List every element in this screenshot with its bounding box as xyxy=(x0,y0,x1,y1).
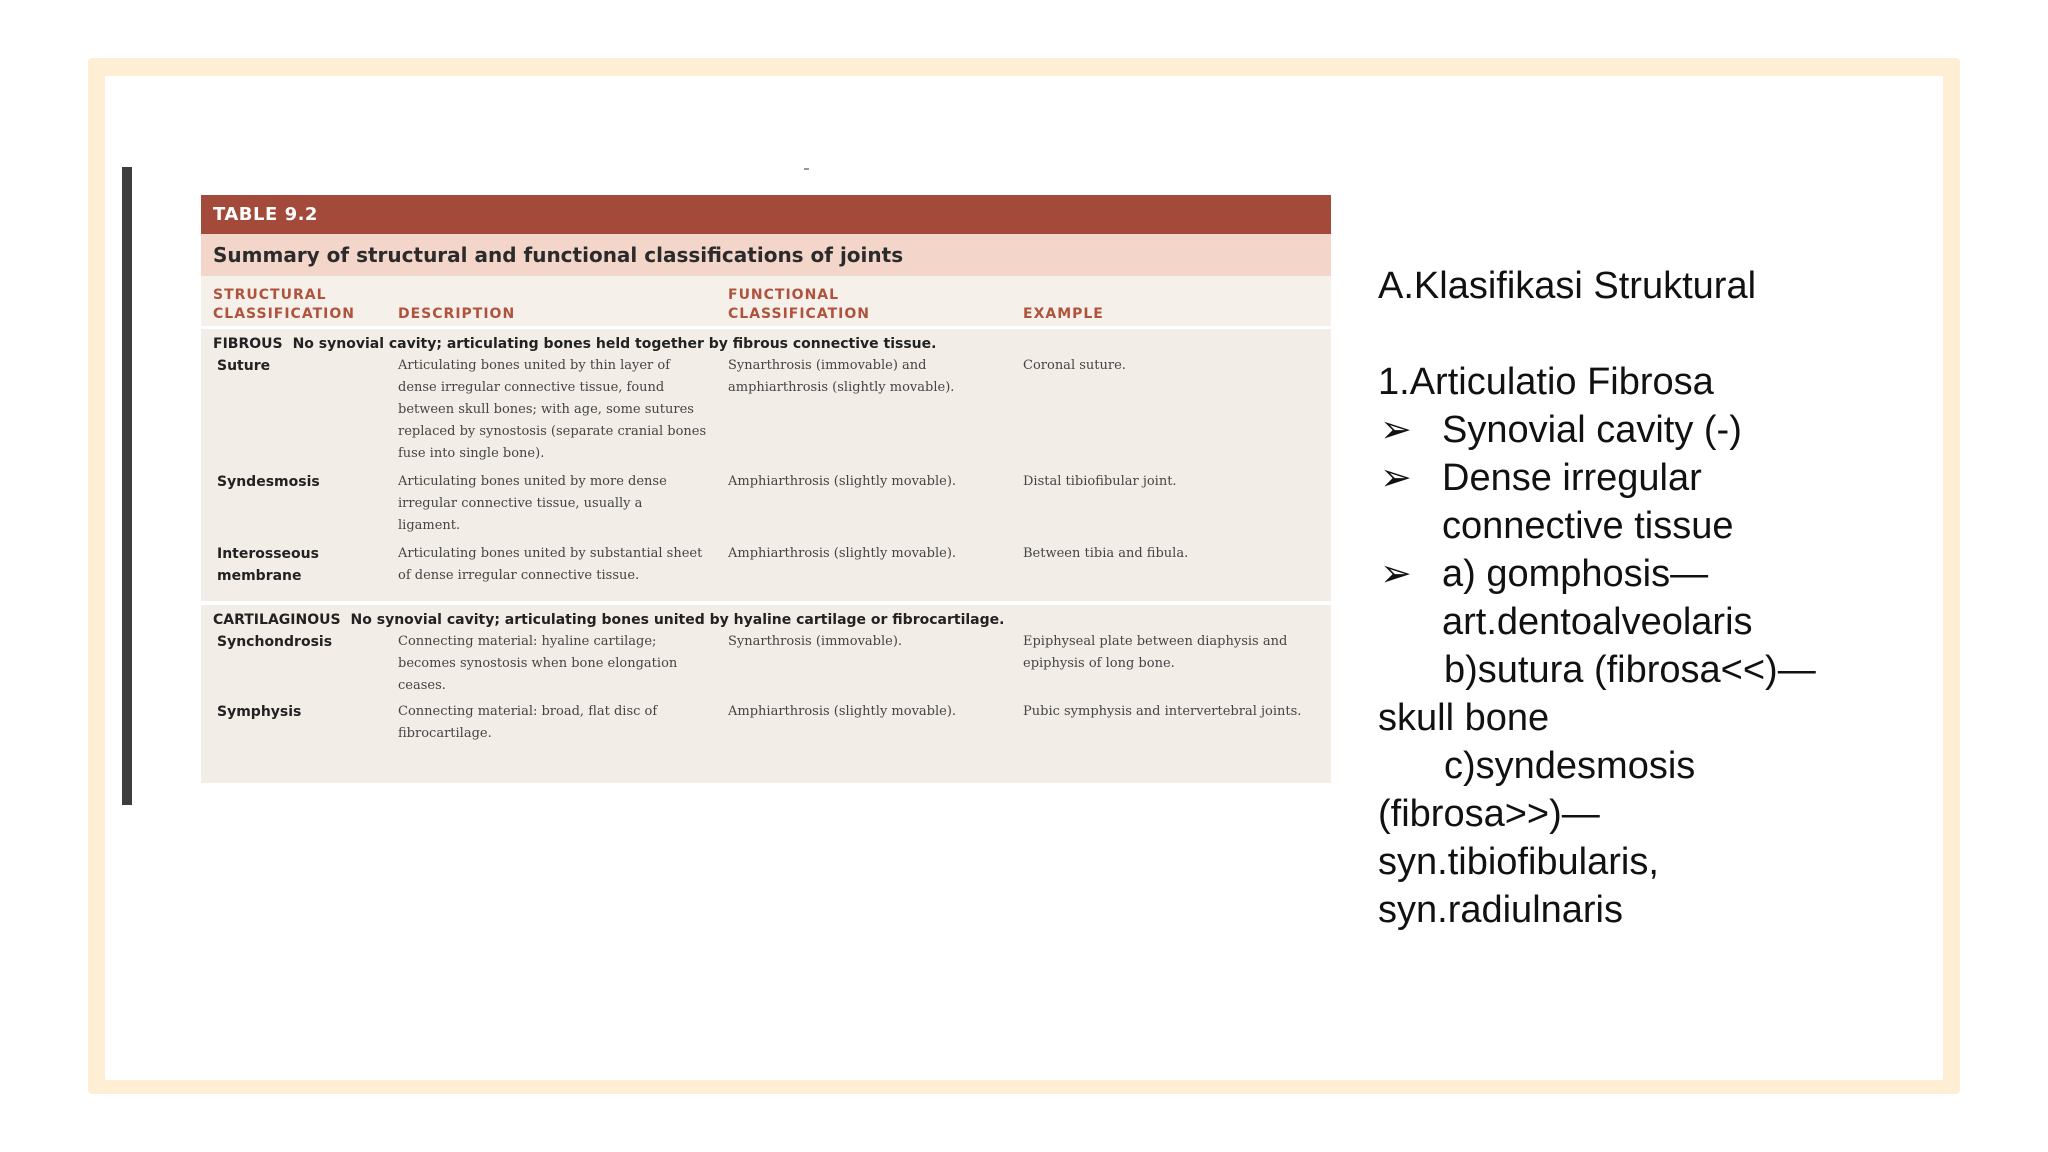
bullet-continuation: connective tissue xyxy=(1442,505,1734,547)
bullet-text: Dense irregular xyxy=(1442,457,1702,499)
row-description: Articulating bones united by more dense irregular connective tissue, usually a ligament. xyxy=(398,474,667,533)
bullet-item xyxy=(1378,406,1938,454)
col-header-structural: STRUCTURAL CLASSIFICATION xyxy=(213,287,355,322)
row-example: Pubic symphysis and intervertebral joints. xyxy=(1023,704,1302,719)
row-description: Connecting material: broad, flat disc of fibrocartilage. xyxy=(398,704,658,741)
col-header-example: EXAMPLE xyxy=(1023,306,1104,322)
table-label: TABLE 9.2 xyxy=(201,195,1331,234)
row-functional: Amphiarthrosis (slightly movable). xyxy=(728,474,957,489)
table-row xyxy=(201,701,1331,751)
row-functional: Amphiarthrosis (slightly movable). xyxy=(728,704,957,719)
col-header-description: DESCRIPTION xyxy=(398,306,516,322)
bullet-continuation: art.dentoalveolaris xyxy=(1442,601,1753,643)
row-name: Synchondrosis xyxy=(217,634,333,650)
group-name: CARTILAGINOUS xyxy=(213,612,341,628)
group-fibrous xyxy=(201,333,1331,355)
row-description: Connecting material: hyaline cartilage; becomes synostosis when bone elongation ceases. xyxy=(398,634,678,693)
row-functional: Amphiarthrosis (slightly movable). xyxy=(728,546,957,561)
group-note: No synovial cavity; articulating bones held together by fibrous connective tissue. xyxy=(292,336,937,352)
row-description: Articulating bones united by substantial sheet of dense irregular connective tissue. xyxy=(398,546,703,583)
sub-item-c-continuation: syn.radiulnaris xyxy=(1378,889,1623,931)
bullet-text: Synovial cavity (-) xyxy=(1442,409,1742,451)
sub-item-b-continuation: skull bone xyxy=(1378,697,1550,739)
sub-item-c: c)syndesmosis xyxy=(1444,745,1696,787)
col-header-functional: FUNCTIONAL CLASSIFICATION xyxy=(728,287,870,322)
group-note: No synovial cavity; articulating bones united by hyaline cartilage or fibrocartilage. xyxy=(350,612,1005,628)
table-row xyxy=(201,543,1331,593)
group-separator xyxy=(201,601,1331,605)
bullet-item xyxy=(1378,454,1938,502)
spacer xyxy=(1378,310,1938,358)
row-name: Suture xyxy=(217,358,271,374)
bullet-item xyxy=(1378,550,1938,598)
row-name: Interosseous membrane xyxy=(217,546,319,584)
row-functional: Synarthrosis (immovable) and amphiarthrosis (slightly movable). xyxy=(728,358,955,395)
arrow-bullet-icon: ➢ xyxy=(1380,553,1412,595)
row-functional: Synarthrosis (immovable). xyxy=(728,634,903,649)
slide-notes-text xyxy=(1378,262,1938,934)
joints-classification-table xyxy=(201,195,1331,783)
arrow-bullet-icon: ➢ xyxy=(1380,409,1412,451)
table-title: Summary of structural and functional classifications of joints xyxy=(201,234,1331,276)
row-example: Distal tibiofibular joint. xyxy=(1023,474,1177,489)
table-row xyxy=(201,355,1331,471)
row-name: Syndesmosis xyxy=(217,474,320,490)
left-accent-bar xyxy=(122,167,132,805)
sub-item-b: b)sutura (fibrosa<<)— xyxy=(1444,649,1816,691)
notes-heading: A.Klasifikasi Struktural xyxy=(1378,265,1757,307)
row-name: Symphysis xyxy=(217,704,302,720)
row-example: Coronal suture. xyxy=(1023,358,1126,373)
arrow-bullet-icon: ➢ xyxy=(1380,457,1412,499)
stray-mark xyxy=(804,168,809,170)
table-row xyxy=(201,471,1331,543)
sub-item-c-continuation: (fibrosa>>)— xyxy=(1378,793,1600,835)
row-description: Articulating bones united by thin layer of dense irregular connective tissue, found between skull bones; with age, some sutures replaced by synostosis (separate cranial bones fuse into single bone). xyxy=(398,358,707,461)
row-example: Epiphyseal plate between diaphysis and epiphysis of long bone. xyxy=(1023,634,1288,671)
bullet-text: a) gomphosis— xyxy=(1442,553,1709,595)
group-cartilaginous xyxy=(201,609,1331,631)
row-example: Between tibia and fibula. xyxy=(1023,546,1189,561)
sub-item-c-continuation: syn.tibiofibularis, xyxy=(1378,841,1659,883)
table-column-headers xyxy=(201,276,1331,329)
notes-subheading: 1.Articulatio Fibrosa xyxy=(1378,361,1714,403)
group-name: FIBROUS xyxy=(213,336,283,352)
table-row xyxy=(201,631,1331,701)
